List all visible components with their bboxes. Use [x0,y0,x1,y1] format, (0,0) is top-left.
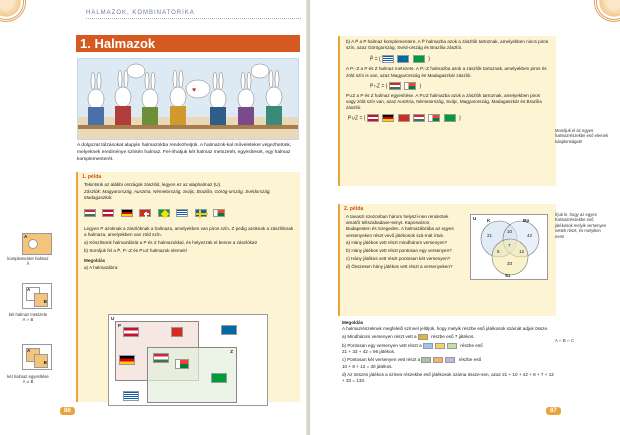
side3-a-label: A [27,348,31,353]
example-2-solution [342,320,556,384]
intersection-equation [340,81,556,91]
corner-ornament-right-icon [594,0,620,22]
ex2-solution-c [342,357,556,370]
ex2-sol-b-sum: 21 + 33 + 42 = 96 játékos. [342,349,396,355]
venn-diagram-tournaments [470,214,548,280]
example-2-question-c: c) Hány játékos vett részt pontosan két versenyen? [346,256,451,262]
venn-flag-greece-icon [123,391,139,401]
corner-ornament-icon [0,0,26,22]
example-2-question-a: a) Hány játékos vett részt mindhárom versenyen? [346,239,448,245]
eq2-flag-hungary-icon [389,82,401,90]
union-eq-label: P∪Z = { [348,115,366,122]
task-b: b) Soroljuk fel a P̄, P∩Z és P∪Z halmazok elemeit! [84,248,187,254]
venn-u-label: U [111,316,115,321]
header-rule [86,18,301,19]
example-2-question-b: b) Hány játékos vett részt pontosan egy versenyen? [346,248,452,254]
venn2-k-label: K [487,218,491,223]
swatch-double-3-icon [445,357,455,363]
venn2-value-k-only: 21 [487,233,493,238]
eq3-flag-madagascar-icon [428,114,440,122]
ex2-sol-b-text: b) Pontosan egy versenyen vett részt a [342,343,422,349]
example-2-label: 2. példa [344,206,364,212]
venn2-value-sz-only: 33 [507,261,513,266]
rabbits-drawing-icon [78,59,299,140]
swatch-single-3-icon [447,343,457,349]
ex2-solution-label: Megoldás [342,320,364,325]
venn2-value-bp-only: 42 [527,233,533,238]
complement-eq-close: } [428,56,430,63]
intro-paragraph: A dolgozat túlzásokat alapján halmazokba rendezhetjük. A halmazok-kal műveleteket végezhetünk, melyeknek eredménye szintén halmaz. Fel-írhatjuk két halmaz metszetét, egyesítését, egy halmaz komplementerét. [77,143,292,162]
flag-switzerland-icon [139,209,151,217]
side3-b-label: B [43,359,47,365]
side2-b-label: B [43,298,47,304]
union-equation [340,113,556,123]
ex2-sol-c-sum: 10 + 8 + 12 = 30 játékos. [342,363,393,369]
union-eq-close: } [459,115,461,122]
side-union-text: két halmaz egyesítése [7,374,49,379]
example-2-question-d: d) Összesen hány játékos vett részt a versenyeken? [346,264,453,270]
side-union-label [2,374,54,384]
flag-greece-icon [176,209,188,217]
venn-flag-brazil-icon [211,373,227,383]
side-complement-label [2,256,54,266]
eq1-flag-brazil-icon [413,55,425,63]
ex2-solution-b [342,343,556,356]
venn-flag-austria-icon [123,327,139,337]
complement-equation [340,54,556,64]
ex2-sol-b-text2: részbe eső [460,343,483,349]
set-p-label: P [118,323,122,328]
eq3-flag-switzerland-icon [398,114,410,122]
solution-b-union: P∪Z a P és Z halmaz egyesítése. A P∪Z halmazba azok a zászlók tartoznak, amelyekben piros vagy zöld szín van, azaz Ausztria, Németország, Svájc, Magyarország, Madagaszkár és Brazília zászlói. [346,92,542,111]
ex2-sol-a-text: a) Mindhárom versenyen részt vett a [342,334,417,340]
venn2-value-bp-sz: 12 [519,249,525,254]
side1-a-label: A [24,234,28,239]
margin-note-1: Mondjuk el az egyes halmazrészekbe eső elemek tulajdonságait! [555,128,609,144]
margin-note-3: A ∩ B ∩ C [555,338,575,343]
example-1-sets-definition: Legyen P azoknak a zászlóknak a halmaza, amelyekben van piros szín, Z pedig azoknak a zászlóknak a halmaza, amelyekben van zöld szín. [84,225,294,237]
complement-eq-label: P̄ = { [370,56,381,63]
eq2-flag-madagascar-icon [404,82,416,90]
side-intersection-diagram [22,283,52,309]
margin-note-2: Írjuk le, hogy az egyes halmazrészekbe eső játékosok melyik versenyen vettek részt, és melyiken nem! [555,212,607,239]
ex2-sol-a-text2: részbe eső 7 játékos. [431,334,475,340]
page-number-left: 86 [60,407,75,415]
side-union-symbol: A ∪ B [22,379,34,384]
example-1-label: 1. példa [82,174,102,180]
venn2-u-label: U [473,216,477,221]
venn2-value-all: 7 [508,243,511,248]
chapter-title: 1. Halmazok [76,35,300,52]
set-z-label: Z [230,349,233,354]
venn-flag-hungary-icon [153,353,169,363]
venn2-sz-label: Sz [505,273,511,278]
ex2-solution-intro: A halmazrészeknek megfelelő színnel jelöljük, hogy melyik részbe eső játékosok számát adjuk össze. [342,326,549,332]
swatch-double-2-icon [433,357,443,363]
ex2-solution-d: d) Az összes játékos a színes részekbe eső játékosok száma össze-sen, azaz 21 + 10 + 42 + 8 + 7 + 12 + 33 = 133. [342,372,554,384]
running-header: HALMAZOK, KOMBINATORIKA [86,10,195,16]
solution-b-complement: b) A P̄ a P halmaz komplementere. A P̄ halmazba azok a zászlók tartoznak, amelyekben nincs piros szín, azaz Görögország, Svéd-ország és Brazília zászlói. [346,39,549,51]
page-number-right: 87 [546,407,561,415]
solution-a: a) A halmazábra: [84,264,119,270]
flag-sweden-icon [195,209,207,217]
flag-brazil-icon [158,209,170,217]
solution-b-intersection: A P∩Z a P és Z halmaz metszete. A P∩Z halmazba azok a zászlók tartoznak, amelyekben piros és zöld szín is van, azaz Magyarország és Madagaszkár zászlói. [346,66,547,78]
side2-a-label: A [27,287,31,292]
side-union-diagram [22,344,52,370]
side-complement-symbol: Ā [26,261,30,266]
eq1-flag-sweden-icon [397,55,409,63]
flag-row [78,203,300,225]
flag-austria-icon [102,209,114,217]
ex2-sol-c-text: c) Pontosan két versenyen vett részt a [342,357,421,363]
swatch-single-1-icon [423,343,433,349]
svg-text:♥: ♥ [192,87,197,94]
side-intersection-label [2,312,54,322]
venn-flag-switzerland-icon [171,327,183,337]
swatch-double-1-icon [421,357,431,363]
eq3-flag-germany-icon [382,114,394,122]
solution-label: Megoldás [84,258,106,264]
side-intersection-text: két halmaz metszete [8,312,48,317]
venn2-bp-label: Bp [523,218,530,223]
ex2-sol-c-text2: részbe eső [458,357,482,363]
intersection-eq-close: } [419,83,422,90]
venn2-value-k-sz: 5 [497,249,500,254]
ex2-solution-a [342,334,556,340]
flag-madagascar-icon [213,209,225,217]
side-complement-text: komplementer halmaz [7,256,49,261]
venn2-value-k-bp: 10 [507,229,513,234]
venn-diagram-flags [108,314,268,406]
eq3-flag-brazil-icon [444,114,456,122]
side-intersection-symbol: A ∩ B [22,317,34,322]
example-1-text: Tekintsük az alábbi országok zászlóit, legyen ez az alaphalmaz (U). [84,182,222,187]
eq3-flag-hungary-icon [413,114,425,122]
eq3-flag-austria-icon [367,114,379,122]
intersection-eq-label: P∩Z = { [370,83,388,90]
example-2-text: A tavaszi szezonban három helyszí-nen rendeztek amatőr teliszabadave-senyt. Kaposváron, Budapesten és Szegeden. A halmazábrába az egyes versenyeken részt vevő játékosok szá-mát írtuk. [346,214,454,238]
venn-flag-germany-icon [119,355,135,365]
task-a: a) Készítsünk halmazábrát a P és Z halmazokkal, és helyezzük el benne a zászlókat! [84,240,258,246]
swatch-all-icon [418,334,428,340]
example-1-continued-box [338,36,556,186]
venn-flag-sweden-icon [221,325,237,335]
flag-hungary-icon [84,209,96,217]
venn-flag-madagascar-icon [175,359,189,369]
flag-germany-icon [121,209,133,217]
eq1-flag-greece-icon [382,55,394,63]
side-complement-diagram [22,233,52,255]
left-page [0,0,308,435]
rabbits-illustration [77,58,299,140]
example-1-countries: Zászlók: Magyarország, Ausztria, Németország, Svájc, Brazília, Görög-ország, Svédország, Madagaszkár. [84,189,271,201]
swatch-single-2-icon [435,343,445,349]
